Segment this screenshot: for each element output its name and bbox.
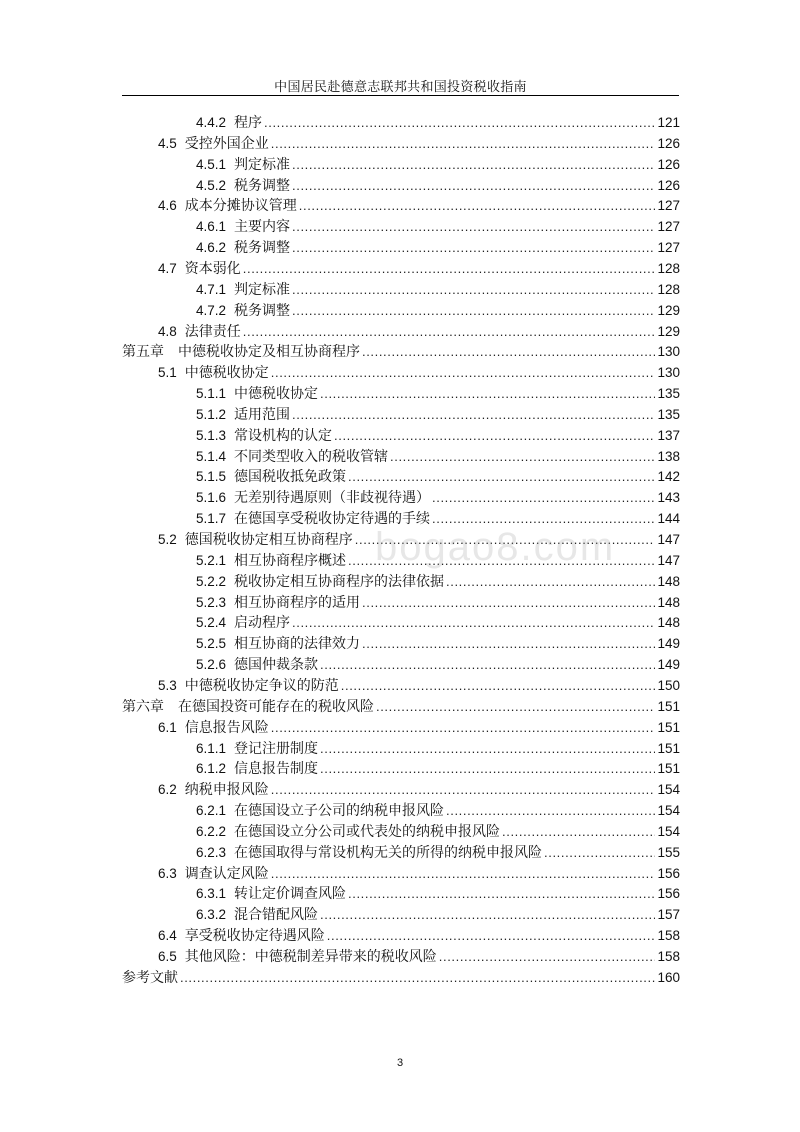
toc-entry-title: 受控外国企业 [184,135,269,152]
toc-leader-dots [271,134,656,155]
toc-entry-number: 第五章 [122,344,164,361]
toc-entry-page: 143 [657,490,680,506]
toc-entry-page: 154 [657,823,680,839]
toc-entry-title: 不同类型收入的税收管辖 [234,448,389,465]
toc-entry-number: 6.2.1 [196,803,227,819]
toc-entry[interactable] [122,342,680,363]
toc-entry-title: 税务调整 [234,240,291,257]
toc-entry-page: 151 [657,761,680,777]
toc-entry-number: 5.2.3 [196,594,227,610]
toc-entry-number: 4.7.2 [196,302,227,318]
toc-entry-title: 德国仲裁条款 [234,657,319,674]
toc-entry-page: 148 [657,594,680,610]
toc-leader-dots [320,905,655,926]
toc-entry-title: 转让定价调查风险 [234,886,347,903]
toc-entry-page: 126 [657,135,680,151]
toc-leader-dots [348,467,655,488]
toc-entry-number: 4.8 [158,323,177,339]
toc-leader-dots [362,634,655,655]
toc-entry-title: 信息报告风险 [184,719,269,736]
toc-leader-dots [292,301,655,322]
toc-entry-title: 中德税收协定 [234,386,319,403]
toc-entry[interactable] [158,676,680,697]
toc-leader-dots [320,384,655,405]
toc-entry[interactable] [196,884,680,905]
toc-entry-number: 第六章 [122,698,164,715]
toc-entry-title: 税收协定相互协商程序的法律依据 [234,573,445,590]
toc-leader-dots [180,968,655,989]
toc-entry-page: 160 [657,969,680,985]
toc-entry-title: 纳税申报风险 [184,782,269,799]
toc-entry[interactable] [196,301,680,322]
toc-leader-dots [271,780,656,801]
toc-entry[interactable] [196,384,680,405]
toc-entry[interactable] [196,613,680,634]
toc-entry-title: 享受税收协定待遇风险 [184,928,325,945]
toc-leader-dots [243,322,656,343]
toc-entry[interactable] [158,363,680,384]
toc-leader-dots [348,884,655,905]
toc-leader-dots [292,155,655,176]
toc-entry-title: 启动程序 [234,615,291,632]
toc-entry-page: 148 [657,573,680,589]
toc-entry-page: 126 [657,177,680,193]
toc-entry-page: 129 [657,323,680,339]
toc-entry[interactable] [122,968,680,989]
toc-entry-title: 主要内容 [234,219,291,236]
toc-leader-dots [320,739,655,760]
toc-entry-title: 德国税收协定相互协商程序 [184,532,353,548]
toc-entry[interactable] [196,905,680,926]
toc-entry[interactable] [196,155,680,176]
toc-entry-number: 5.2 [158,532,177,547]
toc-entry-page: 154 [657,803,680,819]
toc-leader-dots [292,238,655,259]
toc-entry[interactable] [196,593,680,614]
toc-entry-number: 6.1.1 [196,740,227,756]
toc-entry-page: 155 [657,844,680,860]
toc-entry[interactable] [196,467,680,488]
toc-entry-number: 4.5.1 [196,156,227,172]
toc-entry-page: 147 [657,552,680,568]
toc-entry-title: 在德国设立分公司或代表处的纳税申报风险 [234,823,501,840]
toc-entry-number: 5.3 [158,677,177,693]
toc-leader-dots [334,426,655,447]
toc-entry-title: 中德税收协定 [184,365,269,382]
toc-leader-dots [292,176,655,197]
toc-entry[interactable] [196,426,680,447]
toc-entry[interactable] [158,196,680,217]
toc-leader-dots [320,759,655,780]
header-rule [122,95,679,96]
toc-entry-number: 6.3.1 [196,886,227,902]
toc-entry-number: 5.2.6 [196,657,227,673]
toc-entry-number: 5.2.4 [196,615,227,631]
toc-entry-number: 5.1.5 [196,469,227,485]
toc-leader-dots [243,259,656,280]
toc-entry-page: 151 [657,740,680,756]
toc-entry-number: 4.6.1 [196,219,227,235]
toc-leader-dots [432,509,655,530]
toc-entry[interactable] [196,176,680,197]
toc-entry-title: 无差别待遇原则（非歧视待遇） [234,490,431,507]
toc-entry-number: 6.5 [158,949,177,964]
toc-entry-page: 137 [657,427,680,443]
toc-entry-number: 4.7 [158,260,177,276]
toc-entry-number: 5.1.2 [196,406,227,422]
toc-entry-number: 6.2 [158,782,177,798]
toc-entry[interactable] [196,447,680,468]
toc-leader-dots [271,363,656,384]
toc-entry-number: 6.4 [158,928,177,944]
toc-entry[interactable] [158,322,680,343]
toc-entry[interactable] [196,217,680,238]
toc-leader-dots [432,488,655,509]
toc-entry-number: 6.3.2 [196,907,227,923]
toc-entry-title: 信息报告制度 [234,761,319,778]
toc-entry-title: 参考文献 [122,969,178,986]
toc-entry[interactable] [196,280,680,301]
toc-entry-title: 登记注册制度 [234,740,319,757]
toc-entry-number: 5.1.4 [196,448,227,464]
toc-entry-title: 在德国设立子公司的纳税申报风险 [234,803,445,820]
toc-entry-number: 6.2.2 [196,823,227,839]
toc-leader-dots [341,676,656,697]
toc-entry[interactable] [196,655,680,676]
toc-entry-number: 5.2.2 [196,573,227,589]
toc-entry[interactable] [196,238,680,259]
toc-entry[interactable] [158,718,680,739]
toc-entry-title: 常设机构的认定 [234,427,333,444]
toc-entry-number: 5.1.6 [196,490,227,506]
toc-entry-page: 156 [657,886,680,902]
toc-entry[interactable] [196,739,680,760]
toc-entry-title: 德国税收抵免政策 [234,469,347,486]
toc-entry[interactable] [196,843,680,864]
toc-entry[interactable] [158,864,680,885]
toc-entry-number: 6.1 [158,719,177,735]
toc-entry-title: 其他风险：中德税制差异带来的税收风险 [184,949,437,965]
toc-entry-number: 6.1.2 [196,761,227,777]
toc-entry-title: 法律责任 [184,323,241,340]
toc-entry-title: 判定标准 [234,156,291,173]
toc-entry-page: 148 [657,615,680,631]
toc-entry-page: 156 [657,865,680,881]
toc-entry-number: 4.6.2 [196,240,227,256]
toc-entry[interactable] [158,530,680,551]
toc-leader-dots [544,843,655,864]
toc-entry[interactable] [158,259,680,280]
toc-leader-dots [446,572,655,593]
toc-entry-page: 142 [657,469,680,485]
toc-entry-page: 130 [657,365,680,381]
toc-entry-title: 资本弱化 [184,260,241,277]
toc-entry-page: 135 [657,386,680,402]
toc-entry[interactable] [196,822,680,843]
toc-leader-dots [292,217,655,238]
toc-leader-dots [271,864,656,885]
toc-entry-title: 相互协商程序的适用 [234,594,361,611]
toc-entry[interactable] [158,134,680,155]
toc-entry-title: 在德国投资可能存在的税收风险 [178,698,374,715]
toc-entry-title: 判定标准 [234,281,291,298]
toc-leader-dots [292,280,655,301]
toc-entry[interactable] [196,801,680,822]
toc-entry-title: 适用范围 [234,406,291,423]
toc-leader-dots [299,196,656,217]
toc-entry[interactable] [196,634,680,655]
toc-entry-page: 128 [657,281,680,297]
toc-entry-page: 158 [657,949,680,964]
toc-entry-title: 税务调整 [234,302,291,319]
toc-entry-page: 135 [657,406,680,422]
toc-entry-page: 158 [657,928,680,944]
toc-entry-page: 128 [657,260,680,276]
toc-entry-number: 4.5 [158,135,177,151]
toc-leader-dots [439,947,656,968]
page-number: 3 [396,1057,404,1069]
toc-leader-dots [446,801,655,822]
toc-entry-page: 154 [657,782,680,798]
toc-leader-dots [327,926,656,947]
toc-entry-title: 相互协商的法律效力 [234,636,361,653]
toc-leader-dots [292,405,655,426]
toc-entry-number: 4.6 [158,198,177,214]
toc-leader-dots [320,655,655,676]
toc-entry-number: 4.5.2 [196,177,227,193]
toc-entry-page: 127 [657,198,680,214]
toc-entry-number: 6.2.3 [196,844,227,860]
toc-entry[interactable] [196,113,680,134]
toc-leader-dots [376,697,655,718]
toc-entry-number: 5.2.1 [196,552,227,568]
toc-entry-number: 5.1.7 [196,511,227,527]
toc-entry-page: 126 [657,156,680,172]
toc-entry[interactable] [158,780,680,801]
toc-entry-number: 5.1.1 [196,386,227,402]
toc-entry-page: 151 [657,698,680,714]
toc-entry[interactable] [158,926,680,947]
toc-leader-dots [271,718,656,739]
toc-entry-page: 121 [657,115,680,130]
toc-leader-dots [264,113,655,134]
toc-entry-page: 130 [657,344,680,360]
toc-entry-number: 5.1 [158,365,177,381]
toc-leader-dots [390,447,655,468]
toc-entry-page: 149 [657,657,680,673]
watermark: bogao8.com [375,525,616,569]
toc-entry-page: 149 [657,636,680,652]
toc-entry-number: 5.2.5 [196,636,227,652]
toc-entry[interactable] [196,551,680,572]
toc-entry-title: 在德国取得与常设机构无关的所得的纳税申报风险 [234,844,543,861]
toc-entry-title: 成本分摊协议管理 [184,198,297,215]
toc-leader-dots [292,613,655,634]
toc-leader-dots [348,551,655,572]
toc-entry-number: 4.7.1 [196,281,227,297]
toc-entry-page: 151 [657,719,680,735]
toc-entry-title: 在德国享受税收协定待遇的手续 [234,511,431,528]
running-header: 中国居民赴德意志联邦共和国投资税收指南 [274,80,527,95]
toc-entry-page: 157 [657,907,680,923]
toc-entry-number: 5.1.3 [196,427,227,443]
toc-entry-page: 150 [657,677,680,693]
toc-entry[interactable] [196,509,680,530]
toc-entry-page: 147 [657,532,680,547]
toc-entry-title: 税务调整 [234,177,291,194]
toc-entry-title: 中德税收协定争议的防范 [184,677,339,694]
toc-entry-title: 混合错配风险 [234,907,319,924]
toc-entry-number: 4.4.2 [196,115,227,130]
toc-entry-page: 144 [657,511,680,527]
toc-leader-dots [355,530,656,551]
toc-leader-dots [362,593,655,614]
toc-entry[interactable] [196,572,680,593]
toc-entry[interactable] [196,488,680,509]
toc-entry[interactable] [196,405,680,426]
toc-entry-title: 相互协商程序概述 [234,552,347,569]
toc-entry-title: 调查认定风险 [184,865,269,882]
toc-leader-dots [362,342,655,363]
toc-leader-dots [502,822,655,843]
toc-entry-number: 6.3 [158,865,177,881]
toc-entry-page: 127 [657,219,680,235]
toc-entry[interactable] [122,697,680,718]
toc-entry-title: 中德税收协定及相互协商程序 [178,344,360,361]
toc-entry-page: 127 [657,240,680,256]
toc-entry-page: 138 [657,448,680,464]
toc-entry-title: 程序 [234,115,263,131]
toc-entry-page: 129 [657,302,680,318]
toc-entry[interactable] [196,759,680,780]
toc-entry[interactable] [158,947,680,968]
